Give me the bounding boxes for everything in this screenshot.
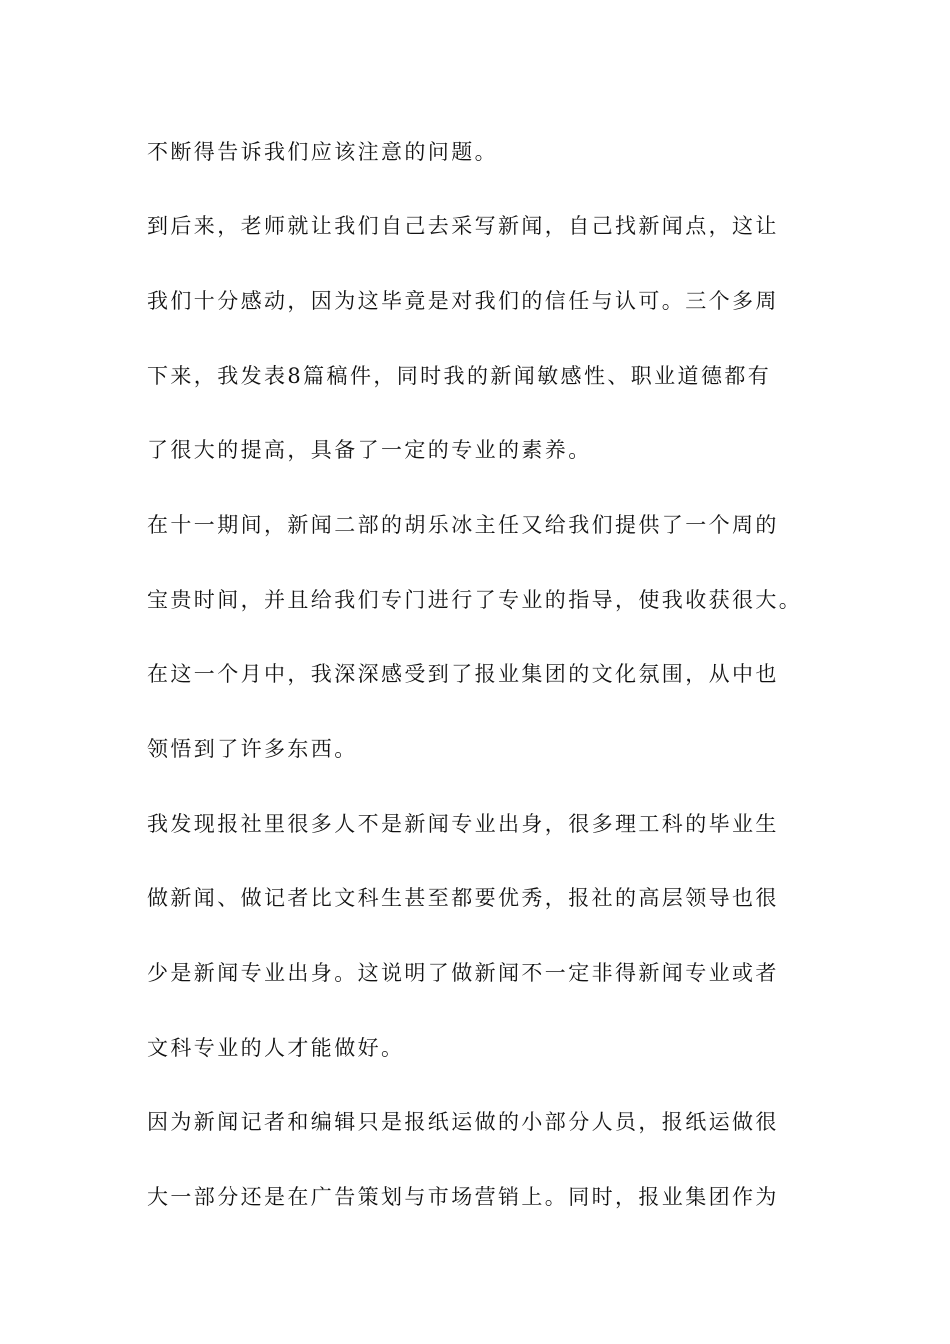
text-line-3: 我们十分感动，因为这毕竟是对我们的信任与认可。三个多周	[147, 289, 779, 313]
text-line-9: 领悟到了许多东西。	[147, 737, 358, 761]
text-line-12: 少是新闻专业出身。这说明了做新闻不一定非得新闻专业或者	[147, 961, 779, 985]
text-line-14: 因为新闻记者和编辑只是报纸运做的小部分人员，报纸运做很	[147, 1110, 779, 1134]
text-line-4: 下来，我发表8篇稿件，同时我的新闻敏感性、职业道德都有	[147, 364, 772, 388]
text-line-7: 宝贵时间，并且给我们专门进行了专业的指导，使我收获很大。	[147, 588, 803, 612]
text-line-2: 到后来，老师就让我们自己去采写新闻，自己找新闻点，这让	[147, 214, 779, 238]
text-line-10: 我发现报社里很多人不是新闻专业出身，很多理工科的毕业生	[147, 812, 779, 836]
text-line-13: 文科专业的人才能做好。	[147, 1036, 405, 1060]
text-line-5: 了很大的提高，具备了一定的专业的素养。	[147, 438, 592, 462]
text-line-8: 在这一个月中，我深深感受到了报业集团的文化氛围，从中也	[147, 662, 779, 686]
text-line-6: 在十一期间，新闻二部的胡乐冰主任又给我们提供了一个周的	[147, 513, 779, 537]
text-line-15: 大一部分还是在广告策划与市场营销上。同时，报业集团作为	[147, 1185, 779, 1209]
text-line-11: 做新闻、做记者比文科生甚至都要优秀，报社的高层领导也很	[147, 886, 779, 910]
text-line-1: 不断得告诉我们应该注意的问题。	[147, 140, 498, 164]
